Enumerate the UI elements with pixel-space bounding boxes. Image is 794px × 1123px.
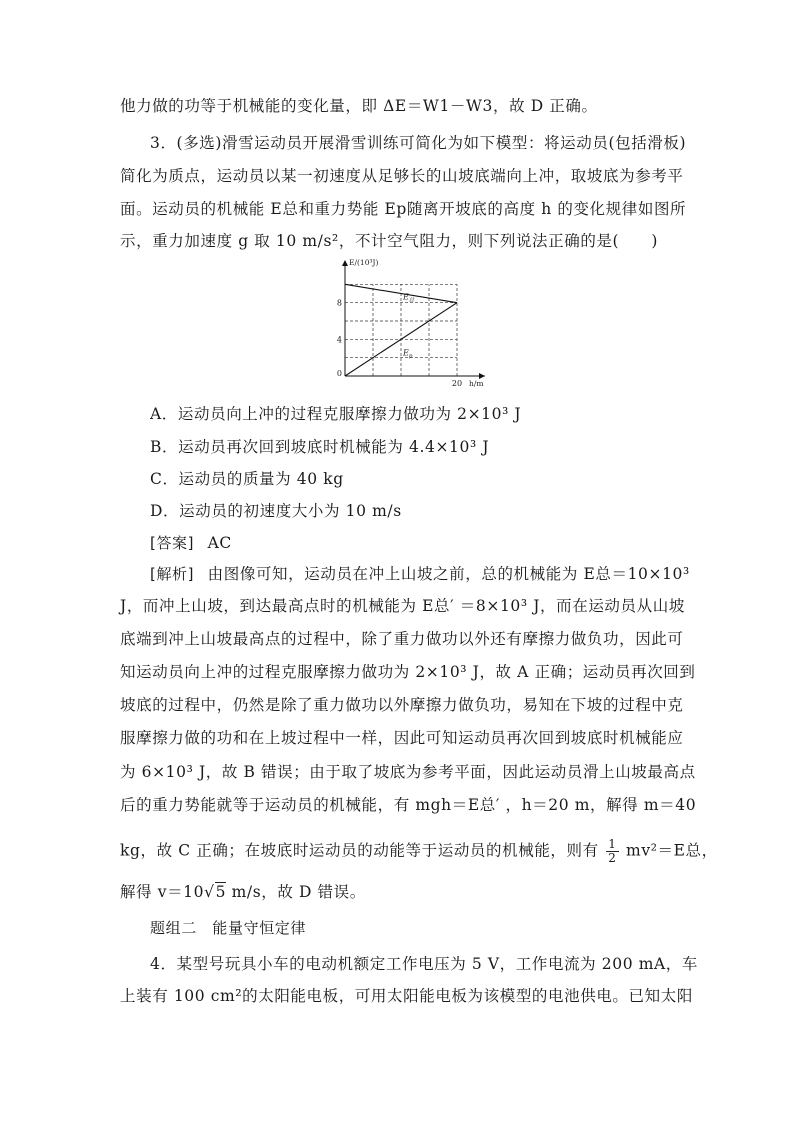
energy-height-chart [330,256,490,392]
series-label-subscript: p [408,353,413,360]
series-label-subscript: 总 [408,297,415,304]
x-tick-label: 20 [451,379,463,388]
analysis-line [150,564,710,584]
analysis-line: 坡底的过程中，仍然是除了重力做功以外摩擦力做负功，易知在下坡的过程中克 [120,696,684,714]
analysis-label: [解析] [150,565,195,583]
series-label: $E_总$ [403,292,415,304]
option-b: B．运动员再次回到坡底时机械能为 4.4×10³ J [150,438,490,456]
y-tick-label: 8 [336,298,342,308]
y-axis-label: E/(10³J) [349,258,379,267]
y-axis-arrow [342,260,348,266]
chart-labels [337,258,484,388]
option-d: D．运动员的初速度大小为 10 m/s [150,502,402,520]
question-4-line: 4．某型号玩具小车的电动机额定工作电压为 5 V，工作电流为 200 mA，车 [150,955,699,973]
analysis-line: 为 6×10³ J，故 B 错误；由于取了坡底为参考平面，因此运动员滑上山坡最高点 [120,763,696,781]
chart-grid [345,284,457,376]
analysis-text: kg，故 C 正确；在坡底时运动员的动能等于运动员的机械能，则有 [120,841,599,860]
option-a: A．运动员向上冲的过程克服摩擦力做功为 2×10³ J [150,405,522,423]
analysis-text: 由图像可知，运动员在冲上山坡之前，总的机械能为 E总＝10×10³ [207,565,690,583]
option-c: C．运动员的质量为 40 kg [150,470,344,488]
section-heading: 题组二 能量守恒定律 [150,919,307,937]
sqrt-radicand: 5 [215,883,227,901]
sqrt-sign: √ [204,883,215,901]
x-axis-label: h/m [469,379,484,388]
question-3-line: 简化为质点，运动员以某一初速度从足够长的山坡底端向上冲，取坡底为参考平 [120,167,684,185]
chart-axes [342,260,485,379]
analysis-line [120,882,680,902]
analysis-line: 服摩擦力做的功和在上坡过程中一样，因此可知运动员再次回到坡底时机械能应 [120,729,684,747]
analysis-text: 解得 v＝10 [120,883,205,901]
analysis-text: mv²＝E总， [626,841,718,860]
analysis-line: 底端到冲上山坡最高点的过程中，除了重力做功以外还有摩擦力做负功，因此可 [120,630,684,648]
y-tick-label: 4 [336,335,342,345]
question-3-line: 示，重力加速度 g 取 10 m/s²，不计空气阻力，则下列说法正确的是( ) [120,232,659,250]
answer-value: AC [207,534,232,552]
answer-label: [答案] [150,534,195,552]
question-4-line: 上装有 100 cm²的太阳能电板，可用太阳能电板为该模型的电池供电。已知太阳 [120,987,693,1005]
fraction-numerator: 1 [608,837,617,851]
question-3-line: 面。运动员的机械能 E总和重力势能 Ep随离开坡底的高度 h 的变化规律如图所 [120,200,687,218]
analysis-line: J，而冲上山坡，到达最高点时的机械能为 E总′ ＝8×10³ J，而在运动员从山坡 [120,597,685,615]
analysis-text: m/s，故 D 错误。 [226,883,366,901]
analysis-line: 后的重力势能就等于运动员的机械能，有 mgh＝E总′ ，h＝20 m，解得 m＝40 [120,796,697,814]
question-3-line: 3．(多选)滑雪运动员开展滑雪训练可简化为如下模型：将运动员(包括滑板) [150,134,687,152]
y-tick-label: 0 [336,369,342,378]
series-label: $E_p$ [403,348,413,360]
analysis-line [120,837,718,865]
fraction [606,838,618,865]
fraction-denominator: 2 [608,851,617,865]
text-line: 他力做的功等于机械能的变化量，即 ΔE＝W1－W3，故 D 正确。 [120,97,598,115]
answer-line [150,533,710,553]
analysis-line: 知运动员向上冲的过程克服摩擦力做功为 2×10³ J，故 A 正确；运动员再次回到 [120,663,696,681]
